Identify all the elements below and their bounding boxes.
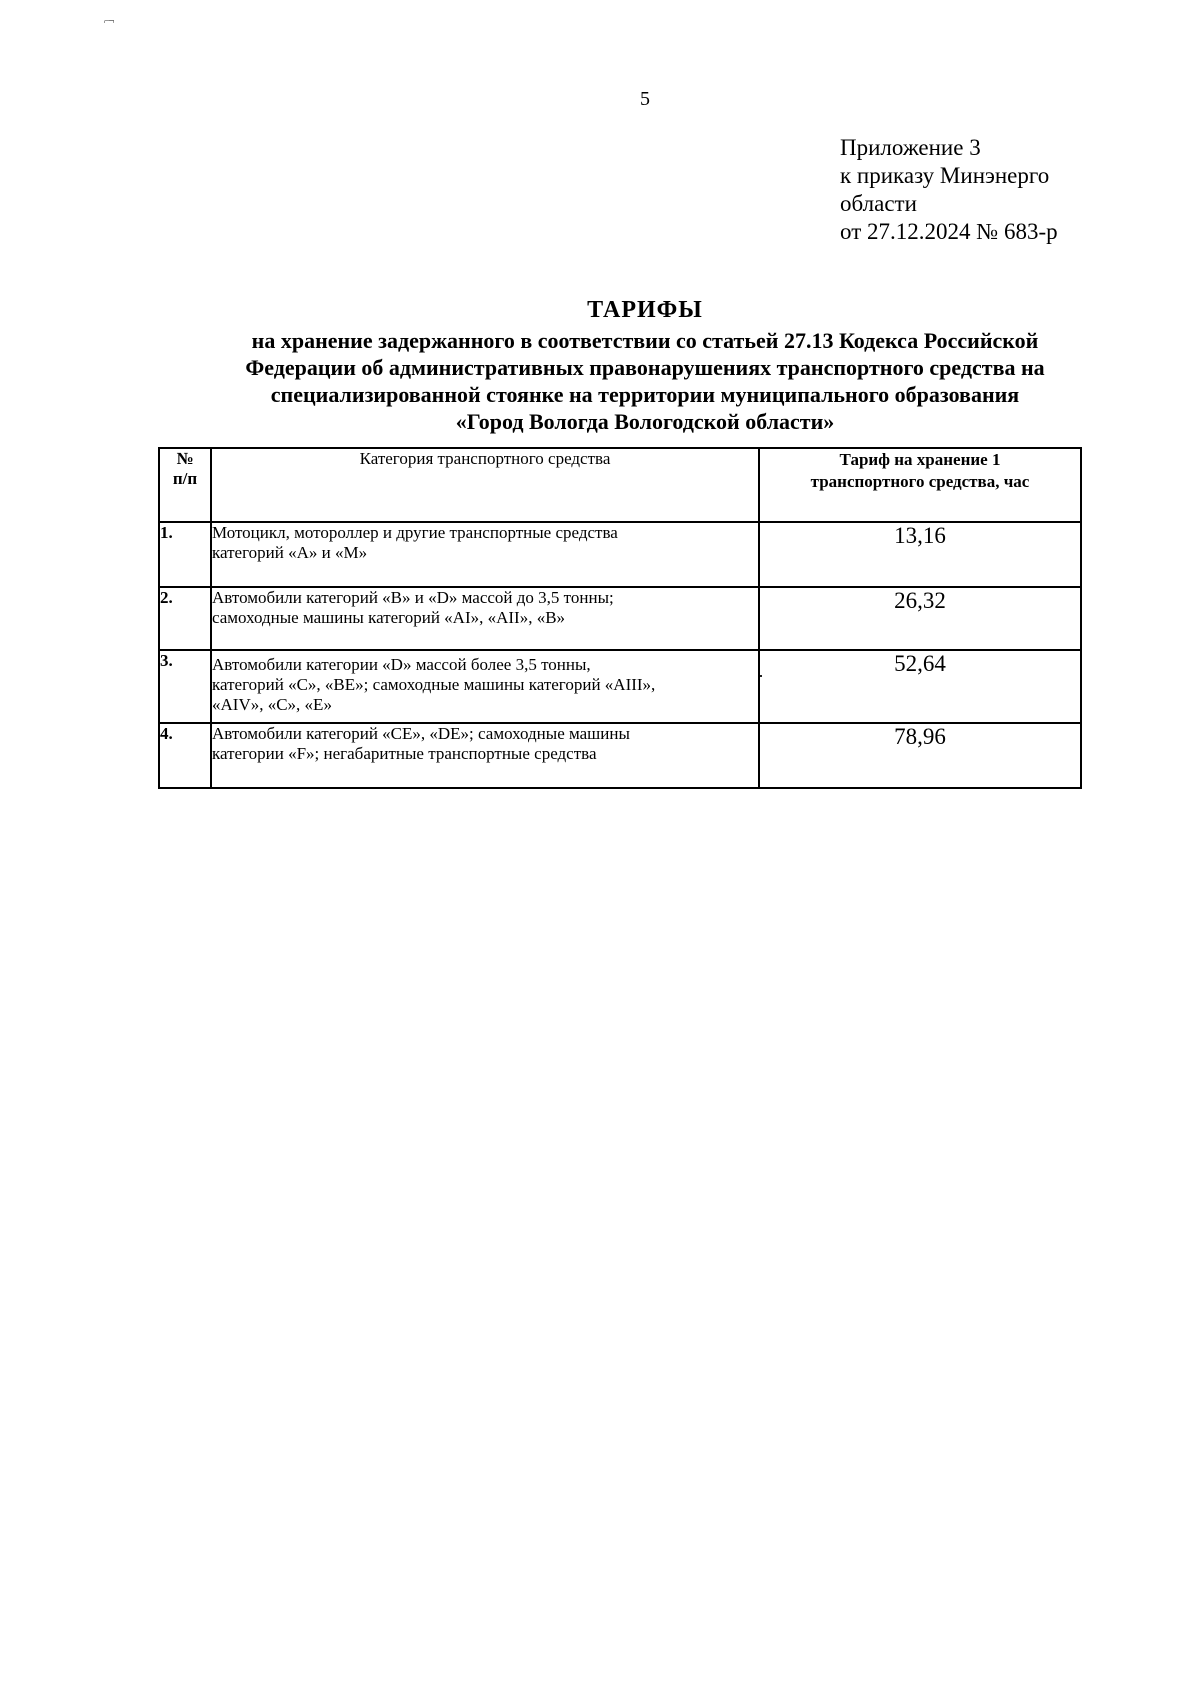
category-line: категорий «А» и «М» <box>212 543 368 562</box>
appendix-reference <box>840 134 1058 246</box>
table-row <box>159 587 1081 650</box>
table-row <box>159 723 1081 788</box>
row-tariff: 78,96 <box>759 723 1081 788</box>
row-category <box>211 587 759 650</box>
row-number: 1. <box>159 522 211 587</box>
scan-speck <box>760 675 762 677</box>
category-line: самоходные машины категорий «AI», «AII», «В» <box>212 608 566 627</box>
subtitle-line: Федерации об административных правонарушениях транспортного средства на <box>245 355 1045 380</box>
document-heading <box>160 295 1130 435</box>
row-tariff: 26,32 <box>759 587 1081 650</box>
table-row <box>159 522 1081 587</box>
row-number: 3. <box>159 650 211 723</box>
header-tariff-line: транспортного средства, час <box>810 472 1030 491</box>
row-category <box>211 522 759 587</box>
page-number: 5 <box>640 88 650 110</box>
appendix-line: Приложение 3 <box>840 135 981 160</box>
row-tariff: 13,16 <box>759 522 1081 587</box>
category-line: Автомобили категорий «В» и «D» массой до 3,5 тонны; <box>212 588 614 607</box>
row-number: 2. <box>159 587 211 650</box>
header-number-line: п/п <box>172 469 198 488</box>
table-row <box>159 650 1081 723</box>
category-line: Автомобили категории «D» массой более 3,5 тонны, <box>212 655 591 674</box>
document-subtitle <box>160 327 1130 435</box>
appendix-line: к приказу Минэнерго <box>840 163 1050 188</box>
row-category <box>211 723 759 788</box>
category-line: категории «F»; негабаритные транспортные средства <box>212 744 597 763</box>
header-number <box>159 448 211 522</box>
header-number-line: № <box>176 449 194 468</box>
header-tariff <box>759 448 1081 522</box>
row-tariff: 52,64 <box>759 650 1081 723</box>
subtitle-line: «Город Вологда Вологодской области» <box>455 409 835 434</box>
header-tariff-line: Тариф на хранение 1 <box>839 450 1001 469</box>
category-line: категорий «С», «ВЕ»; самоходные машины категорий «AIII», <box>212 675 656 694</box>
row-category <box>211 650 759 723</box>
subtitle-line: специализированной стоянке на территории муниципального образования <box>270 382 1020 407</box>
category-line: «AIV», «С», «Е» <box>212 695 332 714</box>
appendix-line: области <box>840 191 917 216</box>
category-line: Автомобили категорий «СЕ», «DE»; самоходные машины <box>212 724 630 743</box>
category-line: Мотоцикл, мотороллер и другие транспортные средства <box>212 523 618 542</box>
appendix-line: от 27.12.2024 № 683-р <box>840 219 1058 244</box>
tariff-table <box>158 447 1082 789</box>
table-header-row <box>159 448 1081 522</box>
subtitle-line: на хранение задержанного в соответствии со статьей 27.13 Кодекса Российской <box>251 328 1039 353</box>
scan-corner-mark: ⌐¬ <box>104 16 114 27</box>
row-number: 4. <box>159 723 211 788</box>
header-category: Категория транспортного средства <box>211 448 759 522</box>
document-title: ТАРИФЫ <box>587 297 703 323</box>
